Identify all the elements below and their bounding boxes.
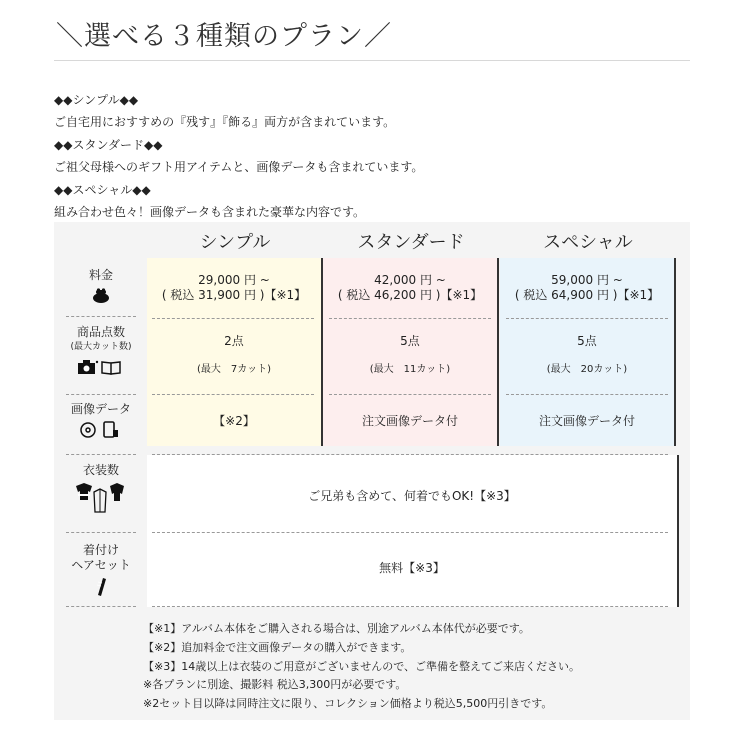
plan-header-special: スペシャル: [543, 232, 633, 253]
cell-divider: [506, 318, 668, 319]
row-label-price-text: 料金: [88, 268, 113, 282]
count-special: 5点: [577, 334, 597, 348]
note-5: ※2セット目以降は同時注文に限り、コレクション価格より税込5,500円引きです。: [143, 697, 553, 711]
plan-header-standard: スタンダード: [357, 232, 465, 253]
row-label-count-text: 商品点数: [76, 325, 125, 339]
data-standard: 注文画像データ付: [361, 414, 458, 428]
cell-divider: [329, 318, 491, 319]
purse-icon: [60, 287, 142, 307]
dressing-value: 無料【※3】: [379, 561, 445, 575]
row-label-costume-text: 衣装数: [82, 463, 119, 477]
count-note-standard: (最大 11カット): [369, 364, 451, 375]
costume-value: ご兄弟も含めて、何着でもOK!【※3】: [308, 489, 516, 503]
cell-price-simple: [147, 273, 321, 303]
row-label-count-sub: (最大カット数): [70, 342, 132, 352]
row-label-count: [60, 325, 142, 379]
row-label-price: [60, 268, 142, 307]
note-1: 【※1】アルバム本体をご購入される場合は、別途アルバム本体代が必要です。: [143, 622, 530, 635]
price-tax-special: ( 税込 64,900 円 )【※1】: [514, 288, 660, 302]
comb-icon: [60, 577, 142, 601]
price-special: 59,000 円 ~: [551, 273, 623, 287]
intro-simple-heading: ◆◆シンプル◆◆: [54, 93, 139, 107]
count-note-special: (最大 20カット): [546, 364, 628, 375]
plan-header-simple: シンプル: [199, 232, 271, 253]
camera-album-icon: [60, 359, 142, 379]
intro-special-text: 組み合わせ色々！画像データも含まれた豪華な内容です。: [54, 205, 366, 220]
cell-price-special: [500, 273, 674, 303]
cell-price-standard: [323, 273, 497, 303]
disc-phone-icon: [60, 421, 142, 443]
row-label-data-text: 画像データ: [70, 402, 131, 416]
row-divider: [66, 316, 136, 317]
row-label-dressing: [60, 543, 142, 601]
row-divider: [66, 606, 136, 607]
title-divider: [54, 60, 690, 61]
note-2: 【※2】追加料金で注文画像データの購入ができます。: [143, 640, 412, 654]
cell-divider: [506, 394, 668, 395]
intro-standard-text: ご祖父母様へのギフト用アイテムと、画像データも含まれています。: [54, 160, 424, 175]
price-tax-standard: ( 税込 46,200 円 )【※1】: [337, 288, 483, 302]
plan-notes: [143, 620, 580, 714]
intro-simple-text: ご自宅用におすすめの『残す』『飾る』両方が含まれています。: [54, 115, 396, 130]
count-standard: 5点: [400, 334, 420, 348]
page-title: ＼選べる３種類のプラン／: [56, 21, 392, 52]
count-note-simple: (最大 7カット): [196, 364, 272, 375]
shared-rows-area: [147, 455, 679, 607]
kimono-icon: [60, 482, 142, 520]
price-standard: 42,000 円 ~: [374, 273, 446, 287]
cell-divider: [329, 394, 491, 395]
row-label-data: [60, 402, 142, 443]
count-simple: 2点: [224, 334, 244, 348]
cell-divider: [152, 532, 668, 533]
row-divider: [66, 532, 136, 533]
price-simple: 29,000 円 ~: [198, 273, 270, 287]
note-3: 【※3】14歳以上は衣装のご用意がございませんので、ご準備を整えてご来店ください。: [143, 659, 580, 673]
row-divider: [66, 454, 136, 455]
data-simple: 【※2】: [213, 414, 255, 428]
cell-divider: [152, 394, 314, 395]
intro-standard-heading: ◆◆スタンダード◆◆: [54, 137, 163, 152]
row-label-dressing-text-2: ヘアセット: [71, 558, 131, 572]
row-label-dressing-text: 着付け: [82, 543, 119, 557]
cell-divider: [152, 318, 314, 319]
data-special: 注文画像データ付: [538, 414, 635, 428]
row-label-costume: [60, 463, 142, 520]
plan-intro: [54, 89, 704, 223]
row-divider: [66, 394, 136, 395]
cell-divider: [152, 454, 668, 455]
cell-divider: [152, 606, 668, 607]
intro-special-heading: ◆◆スペシャル◆◆: [54, 182, 151, 197]
note-4: ※各プランに別途、撮影料 税込3,300円が必要です。: [143, 678, 407, 692]
price-tax-simple: ( 税込 31,900 円 )【※1】: [161, 288, 307, 302]
